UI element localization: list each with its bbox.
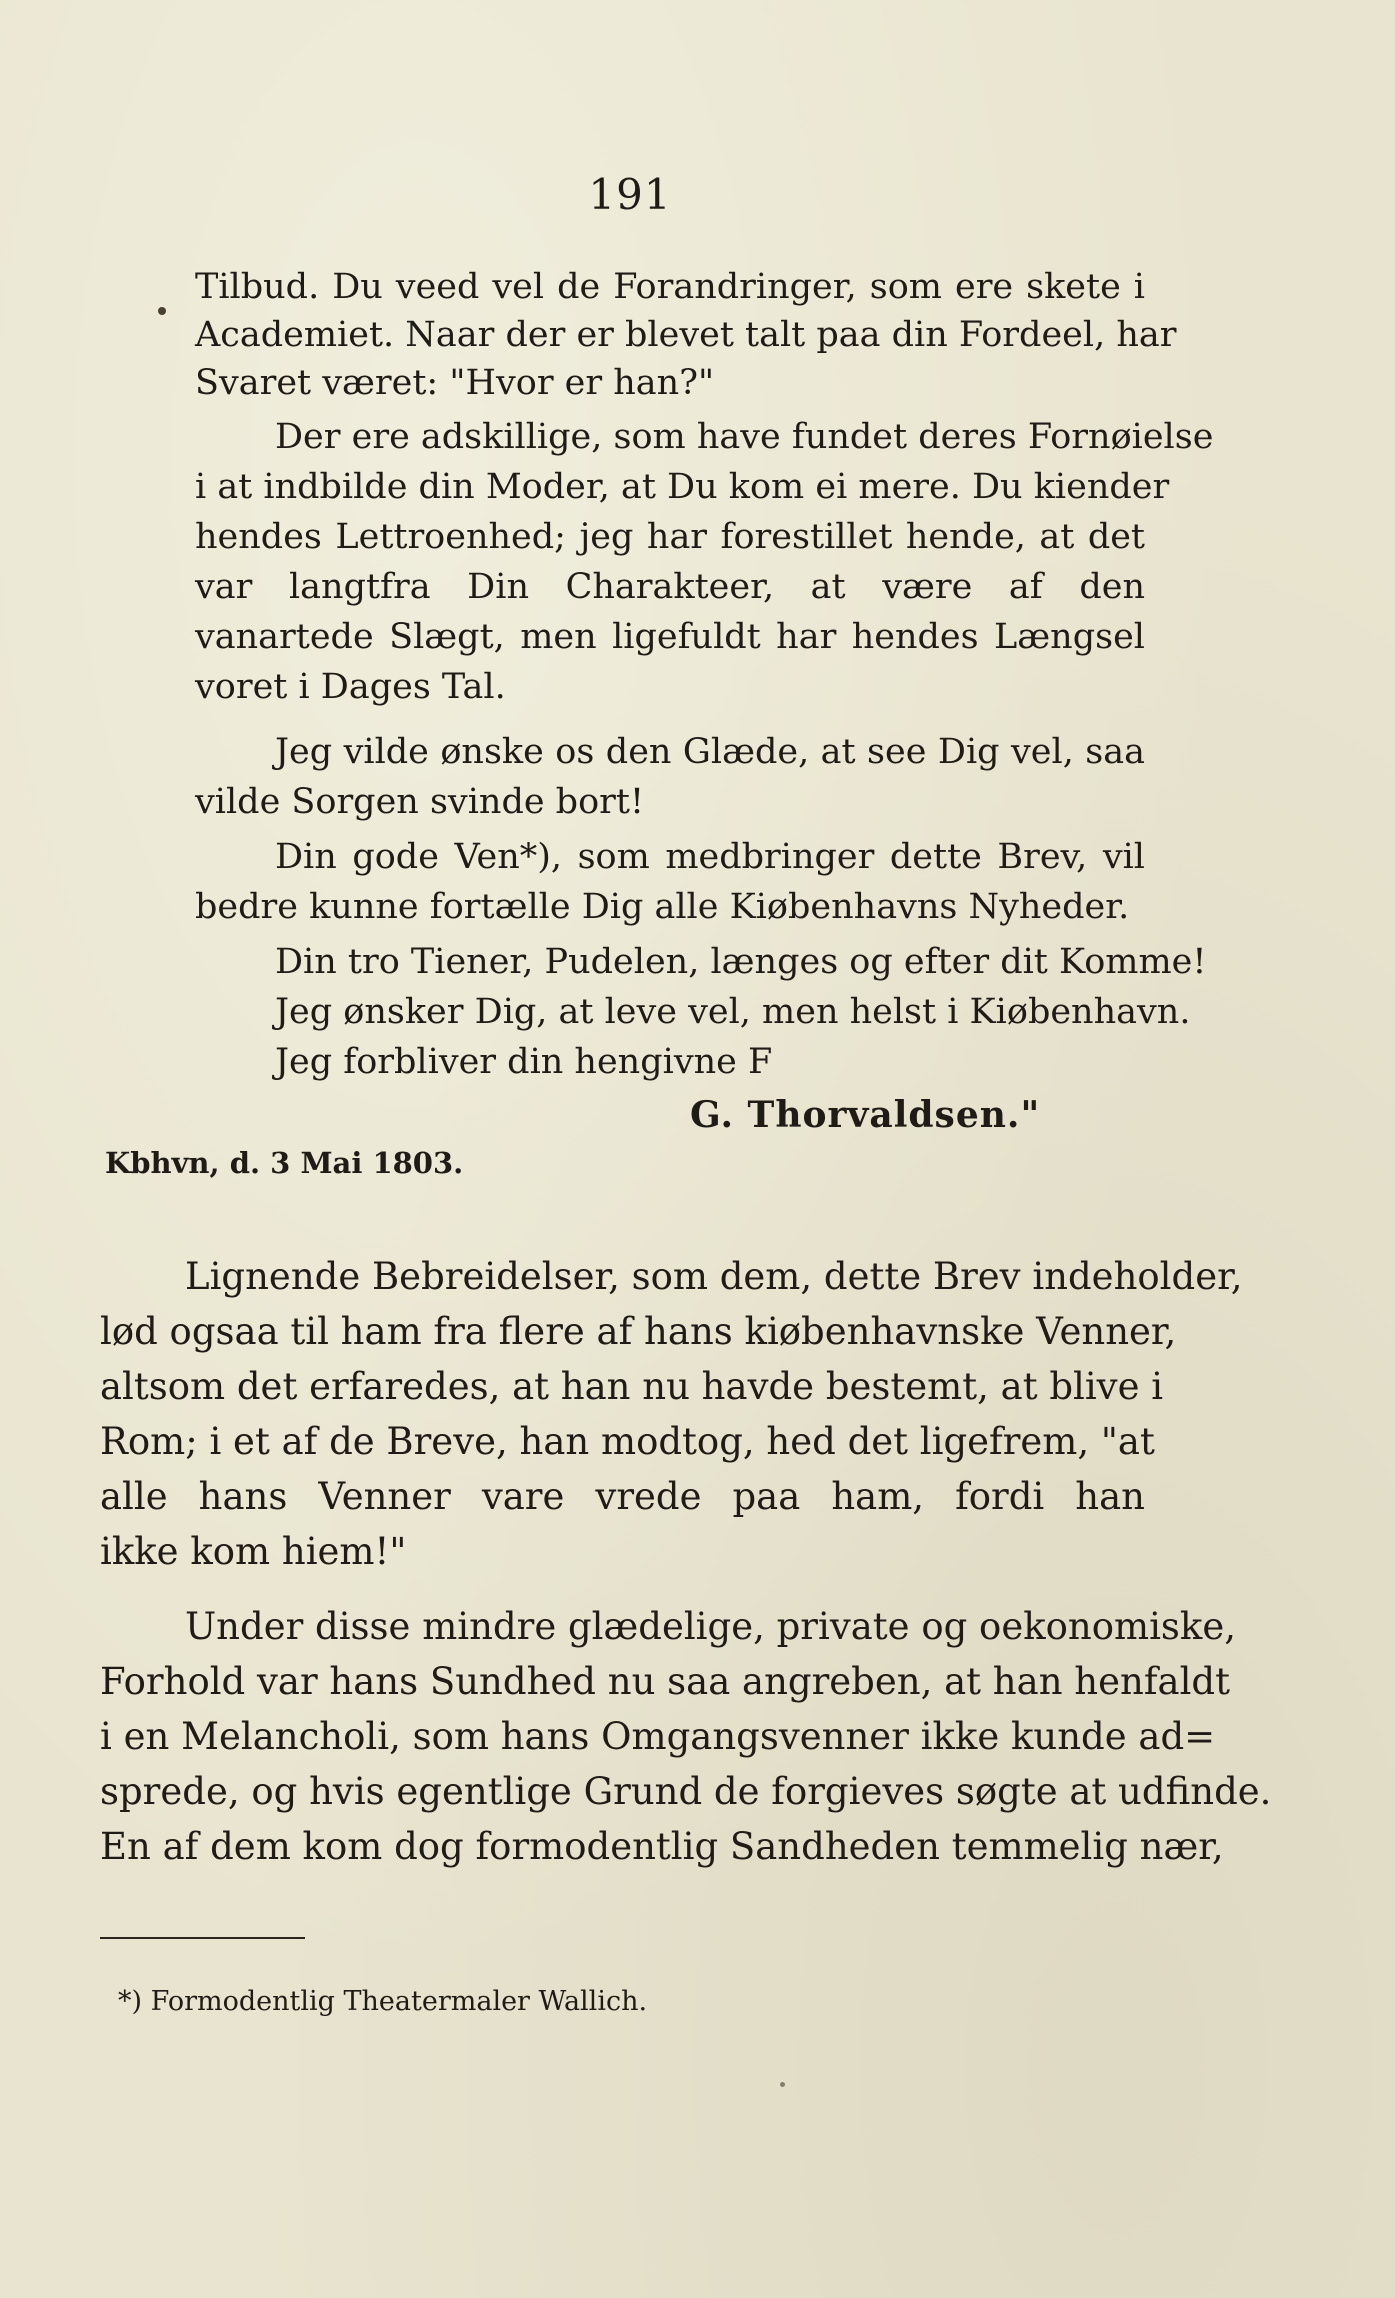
- letter-line: var langtfra Din Charakteer, at være af den: [195, 567, 1145, 607]
- letter-line: Din gode Ven*), som medbringer dette Brev, vil: [275, 837, 1145, 877]
- letter-line: Academiet. Naar der er blevet talt paa din Fordeel, har: [195, 315, 1177, 355]
- body-line: alle hans Venner vare vrede paa ham, fordi han: [100, 1475, 1145, 1518]
- ink-speck: [158, 307, 166, 315]
- letter-line: i at indbilde din Moder, at Du kom ei mere. Du kiender: [195, 467, 1170, 507]
- letter-line: Jeg vilde ønske os den Glæde, at see Dig vel, saa: [275, 732, 1145, 772]
- footnote-divider: [100, 1937, 305, 1939]
- letter-line: vilde Sorgen svinde bort!: [195, 782, 645, 822]
- letter-line: Din tro Tiener, Pudelen, længes og efter dit Komme!: [275, 942, 1207, 982]
- letter-line: Tilbud. Du veed vel de Forandringer, som ere skete i: [195, 267, 1145, 307]
- body-line: Rom; i et af de Breve, han modtog, hed det ligefrem, "at: [100, 1420, 1155, 1463]
- body-line: Lignende Bebreidelser, som dem, dette Brev indeholder,: [185, 1255, 1243, 1298]
- body-line: ikke kom hiem!": [100, 1530, 407, 1573]
- body-line: altsom det erfaredes, at han nu havde bestemt, at blive i: [100, 1365, 1164, 1408]
- page-number: 191: [588, 170, 672, 219]
- body-line: lød ogsaa til ham fra flere af hans kiøbenhavnske Venner,: [100, 1310, 1177, 1353]
- body-line: Under disse mindre glædelige, private og oekonomiske,: [185, 1605, 1236, 1648]
- signature: G. Thorvaldsen.": [690, 1094, 1041, 1136]
- body-line: En af dem kom dog formodentlig Sandheden temmelig nær,: [100, 1825, 1224, 1868]
- letter-line: Jeg ønsker Dig, at leve vel, men helst i Kiøbenhavn.: [275, 992, 1191, 1032]
- letter-line: hendes Lettroenhed; jeg har forestillet hende, at det: [195, 517, 1145, 557]
- letter-line: Svaret været: "Hvor er han?": [195, 363, 715, 403]
- letter-line: Der ere adskillige, som have fundet deres Fornøielse: [275, 417, 1214, 457]
- body-line: Forhold var hans Sundhed nu saa angreben, at han henfaldt: [100, 1660, 1230, 1703]
- ink-speck: [780, 2082, 785, 2087]
- letter-line: voret i Dages Tal.: [195, 667, 506, 707]
- body-line: i en Melancholi, som hans Omgangsvenner ikke kunde ad=: [100, 1715, 1216, 1758]
- footnote: *) Formodentlig Theatermaler Wallich.: [118, 1986, 648, 2017]
- body-line: sprede, og hvis egentlige Grund de forgieves søgte at udfinde.: [100, 1770, 1272, 1813]
- letter-line: bedre kunne fortælle Dig alle Kiøbenhavns Nyheder.: [195, 887, 1130, 927]
- dateline: Kbhvn, d. 3 Mai 1803.: [105, 1146, 464, 1180]
- letter-line: Jeg forbliver din hengivne F: [275, 1042, 773, 1082]
- letter-line: vanartede Slægt, men ligefuldt har hendes Længsel: [195, 617, 1145, 657]
